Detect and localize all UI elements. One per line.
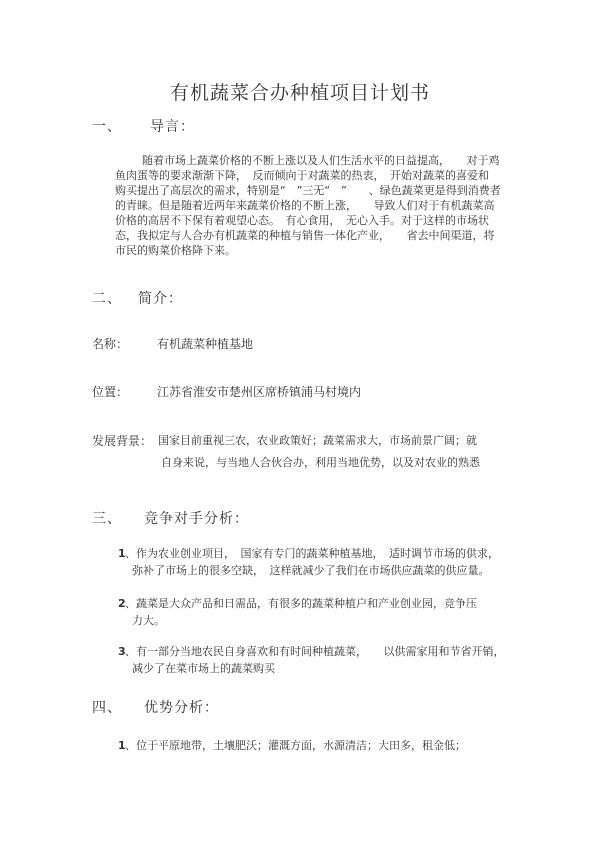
section-heading-intro (92, 116, 195, 136)
list-item-line: 、作为农业创业项目， 国家有专门的蔬菜种植基地， 适时调节市场的供求， (125, 547, 499, 560)
section-title: 优势分析： (144, 700, 219, 716)
intro-paragraph (115, 153, 501, 258)
background-line: 自身来说，与当地人合伙合办，利用当地优势，以及对农业的熟悉 (161, 456, 480, 469)
section-number: 三、 (92, 511, 122, 527)
list-item (125, 643, 505, 677)
background-line: 国家目前重视三农，农业政策好；蔬菜需求大，市场前景广阔；就 (158, 434, 477, 447)
list-item (125, 737, 466, 754)
list-item (125, 545, 499, 579)
background-label: 发展背景： (92, 434, 153, 448)
paragraph-line: 的青睐。但是随着近两年来蔬菜价格的不断上涨， 导致人们对于有机蔬菜高 (115, 199, 495, 212)
list-item-number: 1 (118, 739, 126, 752)
section-title: 简介： (138, 291, 183, 307)
name-value: 有机蔬菜种植基地 (157, 337, 254, 351)
section-number: 一、 (92, 119, 122, 135)
section-heading-summary (92, 288, 183, 308)
list-item-line: 、有一部分当地农民自身喜欢和有时间种植蔬菜， 以供需家用和节省开销， (125, 645, 505, 658)
location-label: 位置： (92, 385, 129, 399)
list-item (125, 595, 477, 629)
section-title: 导言： (150, 119, 195, 135)
paragraph-line: 价格的高居不下保有着观望心态。 有心食用， 无心入手。对于这样的市场状 (115, 214, 489, 227)
section-heading-advantages (92, 697, 219, 717)
paragraph-line: 态，我拟定与人合办有机蔬菜的种植与销售一体化产业， 省去中间渠道，将 (115, 229, 495, 242)
list-item-line: 弥补了市场上的很多空缺， 这样就减少了我们在市场供应蔬菜的供应量。 (132, 564, 490, 577)
name-label: 名称： (92, 337, 129, 351)
document-title: 有机蔬菜合办种植项目计划书 (169, 82, 430, 104)
paragraph-line: 市民的购菜价格降下来。 (115, 244, 236, 257)
list-item-line: 、蔬菜是大众产品和日需品，有很多的蔬菜种植户和产业创业园，竞争压 (125, 597, 477, 610)
section-title: 竞争对手分析： (144, 511, 249, 527)
list-item-line: 力大。 (132, 614, 165, 627)
paragraph-line: 随着市场上蔬菜价格的不断上涨以及人们生活水平的日益提高， 对于鸡 (142, 154, 500, 167)
paragraph-line: 购买提出了高层次的需求，特别是“ ”三无“ ” 、绿色蔬菜更是得到消费者 (115, 184, 501, 197)
list-item-number: 3 (118, 645, 126, 658)
list-item-number: 2 (118, 597, 126, 610)
location-value: 江苏省淮安市楚州区席桥镇浦马村境内 (157, 385, 362, 399)
list-item-line: 减少了在菜市场上的蔬菜购买 (132, 662, 275, 675)
section-heading-competition (92, 508, 249, 528)
list-item-line: 、位于平原地带，土壤肥沃；灌溉方面，水源清洁；大田多，租金低； (125, 739, 466, 752)
list-item-number: 1 (118, 547, 126, 560)
section-number: 二、 (92, 291, 122, 307)
section-number: 四、 (92, 700, 122, 716)
paragraph-line: 鱼肉蛋等的要求渐渐下降， 反而倾向于对蔬菜的热衷， 开始对蔬菜的喜爱和 (115, 169, 489, 182)
